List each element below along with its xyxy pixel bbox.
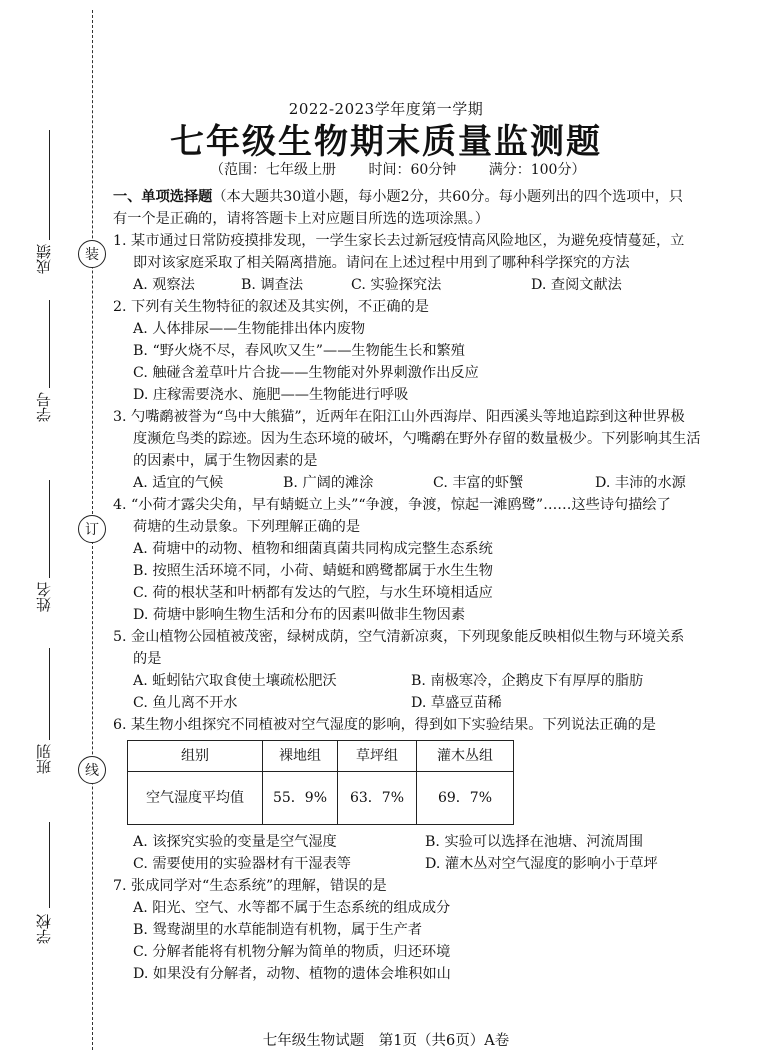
q7-option-c: C. 分解者能将有机物分解为简单的物质，归还环境 — [133, 944, 451, 960]
q7-option-a: A. 阳光、空气、水等都不属于生态系统的组成成分 — [133, 900, 451, 916]
question-1-stem-cont: 即对该家庭采取了相关隔离措施。请问在上述过程中用到了哪种科学探究的方法 — [133, 255, 630, 271]
seal-staple: 订 — [78, 515, 106, 543]
exam-title: 七年级生物期末质量监测题 — [170, 122, 602, 162]
exam-score: 满分：100分） — [488, 162, 586, 178]
school-year: 2022-2023学年度第一学期 — [288, 100, 484, 118]
field-student-id: 学号 — [35, 392, 53, 422]
question-3-stem-cont: 度濒危鸟类的踪迹。因为生态环境的破坏，勺嘴鹬在野外存留的数量极少。下列影响其生活 — [133, 431, 701, 447]
question-5-options-cd — [113, 692, 753, 714]
q2-option-a: A. 人体排尿——生物能排出体内废物 — [133, 321, 366, 337]
question-6-options-cd — [113, 853, 753, 875]
q4-option-c: C. 荷的根状茎和叶柄都有发达的气腔，与水生环境相适应 — [133, 585, 493, 601]
q1-option-c: C. 实验探究法 — [351, 277, 442, 293]
table-row — [128, 772, 514, 825]
q5-option-a: A. 蚯蚓钻穴取食使土壤疏松肥沃 — [133, 673, 337, 689]
q2-option-b: B. “野火烧不尽，春风吹又生”——生物能生长和繁殖 — [133, 343, 465, 359]
q3-option-d: D. 丰沛的水源 — [595, 475, 686, 491]
field-class: 班别 — [35, 744, 53, 774]
q1-option-d: D. 查阅文献法 — [531, 277, 622, 293]
table-cell: 63．7% — [338, 772, 417, 825]
table-header-row — [128, 741, 514, 772]
field-score: 成绩 — [35, 244, 53, 274]
table-cell: 69．7% — [417, 772, 514, 825]
page-footer: 七年级生物试题 第1页（共6页）A卷 — [262, 1033, 510, 1049]
question-1-options — [113, 274, 753, 296]
experiment-table — [127, 740, 514, 825]
exam-info — [210, 159, 613, 179]
exam-time: 时间：60分钟 — [368, 162, 457, 178]
student-id-write-line — [49, 300, 50, 388]
question-5-stem: 5. 金山植物公园植被茂密，绿树成荫，空气清新凉爽，下列现象能反映相似生物与环境关系 — [113, 629, 685, 645]
question-6-stem: 6. 某生物小组探究不同植被对空气湿度的影响，得到如下实验结果。下列说法正确的是 — [113, 717, 656, 733]
q3-option-a: A. 适宜的气候 — [133, 475, 224, 491]
q3-option-b: B. 广阔的滩涂 — [283, 475, 374, 491]
table-header: 草坪组 — [338, 741, 417, 772]
question-3-options — [113, 472, 753, 494]
q7-option-d: D. 如果没有分解者，动物、植物的遗体会堆积如山 — [133, 966, 451, 982]
field-school: 学校 — [35, 914, 53, 944]
table-cell: 55．9% — [263, 772, 338, 825]
q2-option-d: D. 庄稼需要浇水、施肥——生物能进行呼吸 — [133, 387, 409, 403]
q5-option-d: D. 草盛豆苗稀 — [411, 695, 502, 711]
q2-option-c: C. 触碰含羞草叶片合拢——生物能对外界刺激作出反应 — [133, 365, 479, 381]
exam-content — [113, 186, 753, 985]
question-2-stem: 2. 下列有关生物特征的叙述及其实例，不正确的是 — [113, 299, 429, 315]
q4-option-d: D. 荷塘中影响生物生活和分布的因素叫做非生物因素 — [133, 607, 466, 623]
q6-option-c: C. 需要使用的实验器材有干湿表等 — [133, 856, 351, 872]
section-desc-line2: 有一个是正确的，请将答题卡上对应题目所选的选项涂黑。） — [113, 211, 489, 227]
table-cell: 空气湿度平均值 — [128, 772, 263, 825]
question-4-stem-cont: 荷塘的生动景象。下列理解正确的是 — [133, 519, 361, 535]
q5-option-c: C. 鱼儿离不开水 — [133, 695, 238, 711]
question-5-options-ab — [113, 670, 753, 692]
question-5-stem-cont: 的是 — [133, 651, 162, 667]
section-heading: 一、单项选择题（本大题共30道小题，每小题2分，共60分。每小题列出的四个选项中，只 — [113, 189, 684, 205]
table-header: 组别 — [128, 741, 263, 772]
q4-option-a: A. 荷塘中的动物、植物和细菌真菌共同构成完整生态系统 — [133, 541, 493, 557]
school-write-line — [49, 822, 50, 908]
question-7-stem: 7. 张成同学对“生态系统”的理解，错误的是 — [113, 878, 387, 894]
name-write-line — [49, 480, 50, 578]
q6-option-a: A. 该探究实验的变量是空气湿度 — [133, 834, 337, 850]
question-1-stem: 1. 某市通过日常防疫摸排发现，一学生家长去过新冠疫情高风险地区，为避免疫情蔓延，立 — [113, 233, 685, 249]
field-name: 姓名 — [35, 582, 53, 612]
q3-option-c: C. 丰富的虾蟹 — [433, 475, 524, 491]
question-3-stem: 3. 勺嘴鹬被誉为“鸟中大熊猫”，近两年在阳江山外西海岸、阳西溪头等地追踪到这种世界极 — [113, 409, 685, 425]
q1-option-b: B. 调查法 — [241, 277, 304, 293]
question-3-stem-cont2: 的因素中，属于生物因素的是 — [133, 453, 318, 469]
q7-option-b: B. 鸳鸯湖里的水草能制造有机物，属于生产者 — [133, 922, 423, 938]
q4-option-b: B. 按照生活环境不同，小荷、蜻蜓和鸥鹭都属于水生生物 — [133, 563, 493, 579]
class-write-line — [49, 648, 50, 740]
q6-option-b: B. 实验可以选择在池塘、河流周围 — [425, 834, 644, 850]
q5-option-b: B. 南极寒冷，企鹅皮下有厚厚的脂肪 — [411, 673, 644, 689]
table-header: 灌木丛组 — [417, 741, 514, 772]
question-6-options-ab — [113, 831, 753, 853]
table-header: 裸地组 — [263, 741, 338, 772]
q1-option-a: A. 观察法 — [133, 277, 195, 293]
q6-option-d: D. 灌木丛对空气湿度的影响小于草坪 — [425, 856, 658, 872]
seal-line: 线 — [78, 756, 106, 784]
question-4-stem: 4. “小荷才露尖尖角，早有蜻蜓立上头”“争渡，争渡，惊起一滩鸥鹭”……这些诗句描绘了 — [113, 497, 671, 513]
exam-range: （范围：七年级上册 — [210, 162, 336, 178]
seal-bind: 装 — [78, 240, 106, 268]
